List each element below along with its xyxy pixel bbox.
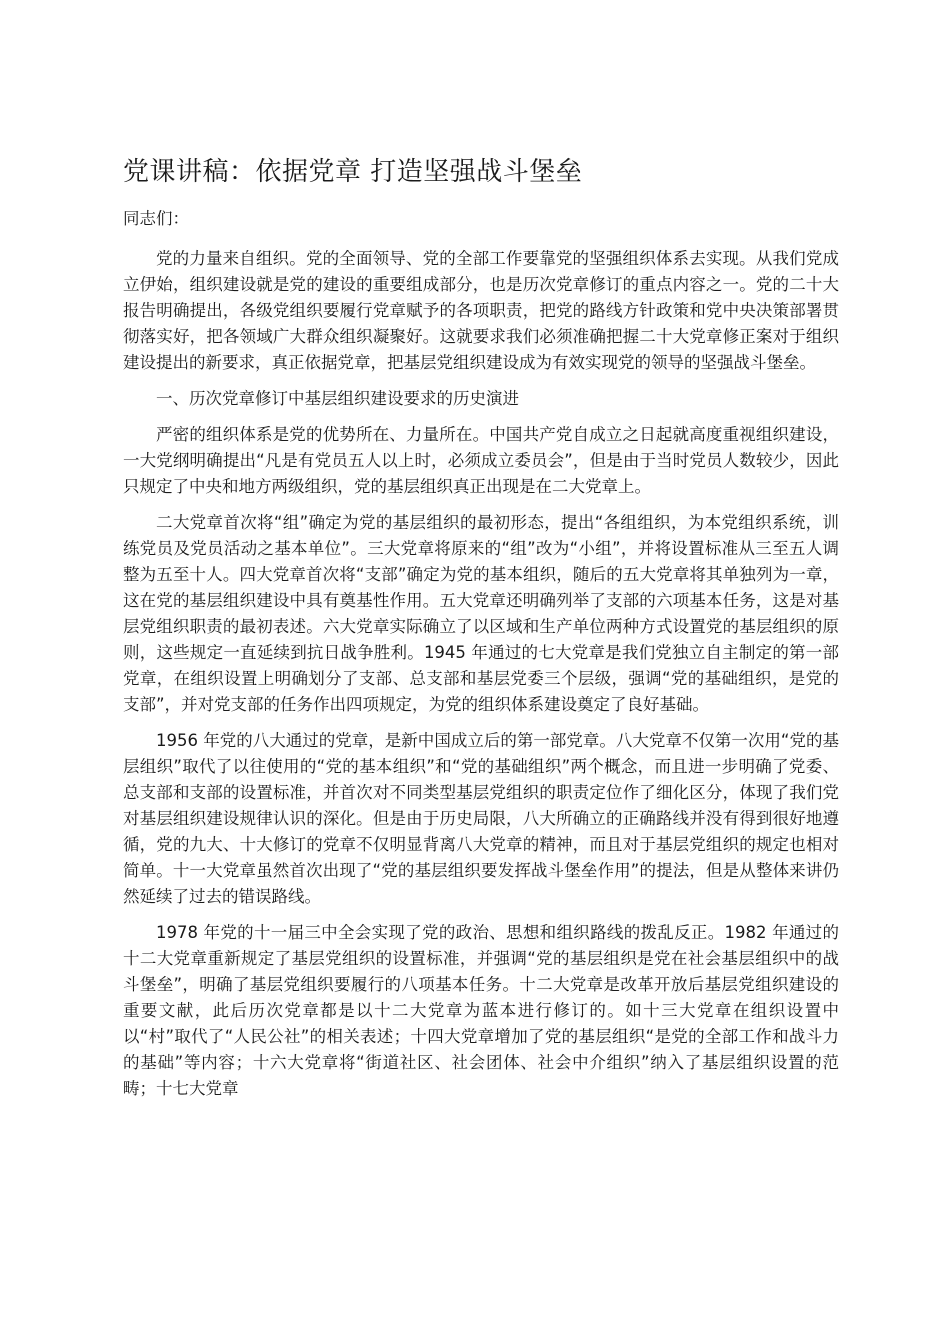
paragraph-eighth-congress: 1956 年党的八大通过的党章，是新中国成立后的第一部党章。八大党章不仅第一次用“党的基层组织”取代了以往使用的“党的基本组织”和“党的基础组织”两个概念，而且进一步明确了党委、总支部和支部的设置标准，并首次对不同类型基层党组织的职责定位作了细化区分，体现了我们党对基层组织建设规律认识的深化。但是由于历史局限，八大所确立的正确路线并没有得到很好地遵循，党的九大、十大修订的党章不仅明显背离八大党章的精神，而且对于基层党组织的规定也相对简单。十一大党章虽然首次出现了“党的基层组织要发挥战斗堡垒作用”的提法，但是从整体来讲仍然延续了过去的错误路线。 (123, 731, 839, 906)
section-heading-1: 一、历次党章修订中基层组织建设要求的历史演进 (156, 389, 519, 408)
paragraph-origins: 严密的组织体系是党的优势所在、力量所在。中国共产党自成立之日起就高度重视组织建设，一大党纲明确提出“凡是有党员五人以上时，必须成立委员会”，但是由于当时党员人数较少，因此只规定了中央和地方两级组织，党的基层组织真正出现是在二大党章上。 (123, 425, 839, 496)
paragraph-early-congresses: 二大党章首次将“组”确定为党的基层组织的最初形态，提出“各组组织，为本党组织系统，训练党员及党员活动之基本单位”。三大党章将原来的“组”改为“小组”，并将设置标准从三至五人调整为五至十人。四大党章首次将“支部”确定为党的基本组织，随后的五大党章将其单独列为一章，这在党的基层组织建设中具有奠基性作用。五大党章还明确列举了支部的六项基本任务，这是对基层党组织职责的最初表述。六大党章实际确立了以区域和生产单位两种方式设置党的基层组织的原则，这些规定一直延续到抗日战争胜利。1945 年通过的七大党章是我们党独立自主制定的第一部党章，在组织设置上明确划分了支部、总支部和基层党委三个层级，强调“党的基础组织，是党的支部”，并对党支部的任务作出四项规定，为党的组织体系建设奠定了良好基础。 (123, 513, 839, 714)
paragraph-intro: 党的力量来自组织。党的全面领导、党的全部工作要靠党的坚强组织体系去实现。从我们党成立伊始，组织建设就是党的建设的重要组成部分，也是历次党章修订的重点内容之一。党的二十大报告明确提出，各级党组织要履行党章赋予的各项职责，把党的路线方针政策和党中央决策部署贯彻落实好，把各领域广大群众组织凝聚好。这就要求我们必须准确把握二十大党章修正案对于组织建设提出的新要求，真正依据党章，把基层党组织建设成为有效实现党的领导的坚强战斗堡垒。 (123, 249, 839, 372)
document-title: 党课讲稿：依据党章 打造坚强战斗堡垒 (123, 157, 583, 187)
paragraph-reform-era: 1978 年党的十一届三中全会实现了党的政治、思想和组织路线的拨乱反正。1982 年通过的十二大党章重新规定了基层党组织的设置标准，并强调“党的基层组织是党在社会基层组织中的战斗堡垒”，明确了基层党组织要履行的八项基本任务。十二大党章是改革开放后基层党组织建设的重要文献，此后历次党章都是以十二大党章为蓝本进行修订的。如十三大党章在组织设置中以“村”取代了“人民公社”的相关表述；十四大党章增加了党的基层组织“是党的全部工作和战斗力的基础”等内容；十六大党章将“街道社区、社会团体、社会中介组织”纳入了基层组织设置的范畴；十七大党章 (123, 923, 839, 1098)
salutation: 同志们： (123, 209, 189, 228)
document-page (123, 152, 839, 1112)
